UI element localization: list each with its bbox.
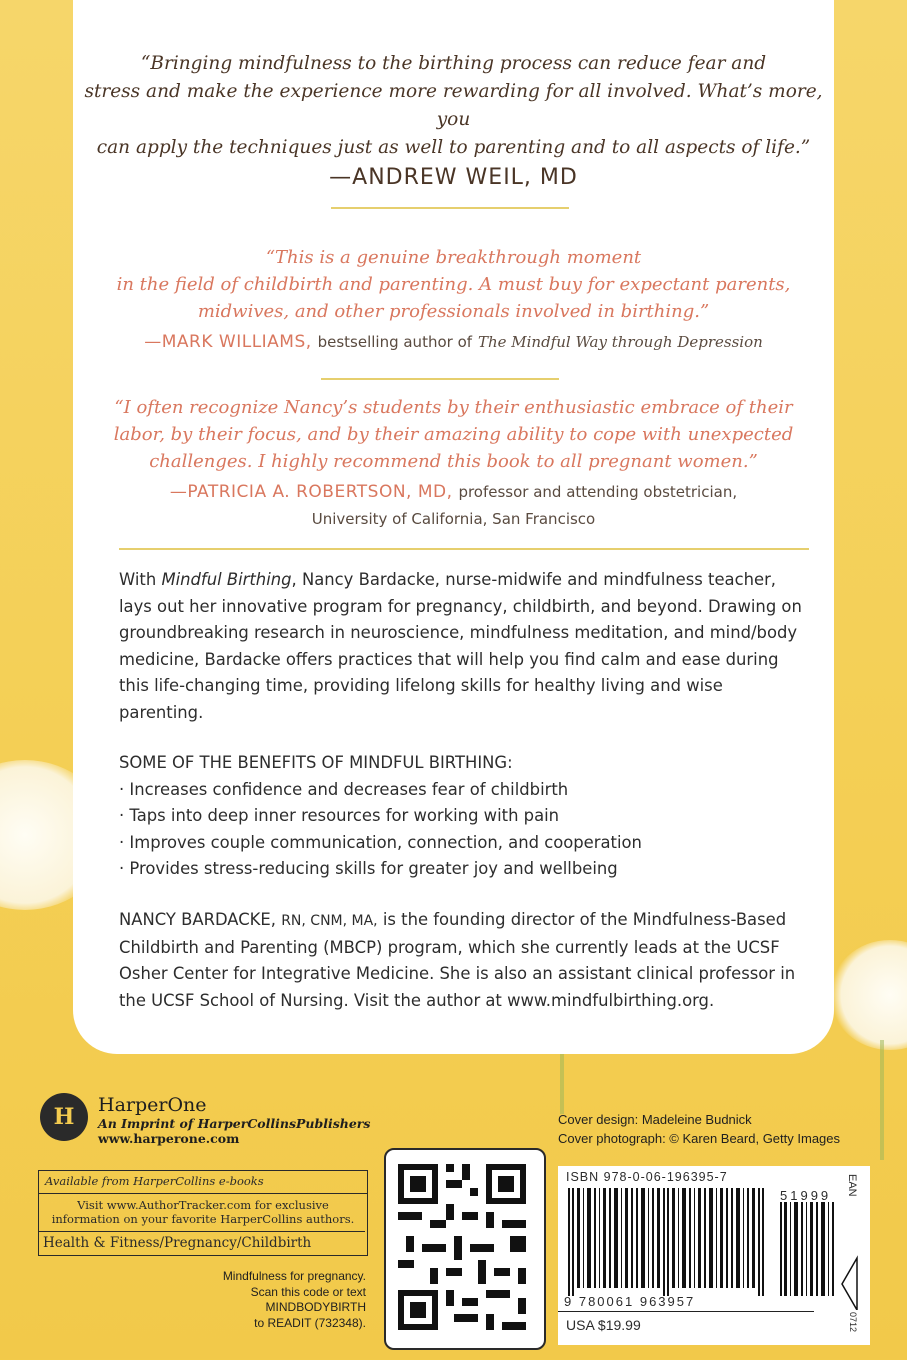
- qr-code-icon: [386, 1150, 540, 1344]
- weil-quote: “Bringing mindfulness to the birthing process can reduce fear and stress and make the experience more rewarding for all involved. What’s more, you can apply the techniques just as well to parenting and to all aspects of life.” —ANDREW WEIL, MD: [73, 50, 834, 192]
- book-description: With Mindful Birthing, Nancy Bardacke, nurse-midwife and mindfulness teacher, lays out her innovative program for pregnancy, childbirth, and beyond. Drawing on groundbreaking research in neuroscience, mindfulness meditation, and mind/body medicine, Bardacke offers practices that will help you find calm and ease during this life-changing time, providing lifelong skills for healthy living and wise parenting.: [119, 570, 802, 722]
- barcode-box: [558, 1166, 870, 1345]
- list-item: · Increases confidence and decreases fear of childbirth: [119, 779, 569, 799]
- price-label: USA $19.99: [566, 1317, 641, 1333]
- weil-attribution: —ANDREW WEIL, MD: [329, 165, 578, 190]
- publisher-name: HarperOne: [98, 1094, 207, 1116]
- isbn-label: ISBN 978-0-06-196395-7: [566, 1170, 728, 1184]
- barcode-digits: 9 780061 963957: [564, 1294, 696, 1309]
- benefits-section: [119, 750, 809, 883]
- robertson-quote: “I often recognize Nancy’s students by their enthusiastic embrace of their labor, by their focus, and by their amazing ability to cope with unexpected challenges. I highly recommend this book to all pregnant women.” —PATRICIA A. ROBERTSON, MD, professor and attending obstetrician, University of California, San Francisco: [73, 394, 834, 533]
- stem-decoration: [880, 1040, 884, 1160]
- quote-card: [73, 0, 834, 1054]
- list-item: · Provides stress-reducing skills for greater joy and wellbeing: [119, 859, 618, 878]
- book-title: Mindful Birthing: [161, 570, 292, 589]
- scan-instructions: Mindfulness for pregnancy. Scan this code or text MINDBODYBIRTH to READIT (732348).: [222, 1269, 366, 1330]
- category-label: Health & Fitness/Pregnancy/Childbirth: [39, 1231, 365, 1254]
- stem-decoration: [560, 1054, 564, 1114]
- divider: [321, 378, 559, 380]
- cover-credits: Cover design: Madeleine Budnick Cover photograph: © Karen Beard, Getty Images: [558, 1112, 841, 1146]
- addon-digits: 51999: [780, 1188, 832, 1203]
- list-item: · Taps into deep inner resources for working with pain: [119, 806, 560, 825]
- ean-label: EAN: [846, 1174, 858, 1197]
- divider: [331, 207, 569, 209]
- publisher-imprint: An Imprint of HarperCollinsPublishers: [98, 1116, 371, 1131]
- williams-attribution: —MARK WILLIAMS, bestselling author of The Mindful Way through Depression: [144, 332, 763, 352]
- barcode-icon: [564, 1188, 864, 1310]
- publisher-url: www.harperone.com: [98, 1131, 240, 1146]
- williams-quote: “This is a genuine breakthrough moment in the field of childbirth and parenting. A must buy for expectant parents, midwives, and other professionals involved in birthing.” —MARK WILLIAMS, bestselling author of The Mindful Way through Depression: [73, 244, 834, 356]
- print-code: 0712: [848, 1312, 858, 1333]
- daisy-right-decoration: [830, 940, 907, 1050]
- list-item: · Improves couple communication, connection, and cooperation: [119, 832, 642, 852]
- qr-code: [384, 1148, 546, 1350]
- publisher-info: [98, 1094, 370, 1146]
- info-box: Available from HarperCollins e-books Visit www.AuthorTracker.com for exclusive information on your favorite HarperCollins authors. Health & Fitness/Pregnancy/Childbirth: [38, 1170, 368, 1256]
- robertson-attribution: —PATRICIA A. ROBERTSON, MD, professor and attending obstetrician,: [169, 482, 738, 502]
- divider: [119, 548, 809, 550]
- benefits-heading: SOME OF THE BENEFITS OF MINDFUL BIRTHING:: [119, 753, 513, 772]
- harperone-logo: H: [40, 1093, 88, 1141]
- author-bio: NANCY BARDACKE, RN, CNM, MA, is the founding director of the Mindfulness-Based Childbirth and Parenting (MBCP) program, which she currently leads at the UCSF Osher Center for Integrative Medicine. She is also an assistant clinical professor in the UCSF School of Nursing. Visit the author at www.mindfulbirthing.org.: [119, 910, 796, 1010]
